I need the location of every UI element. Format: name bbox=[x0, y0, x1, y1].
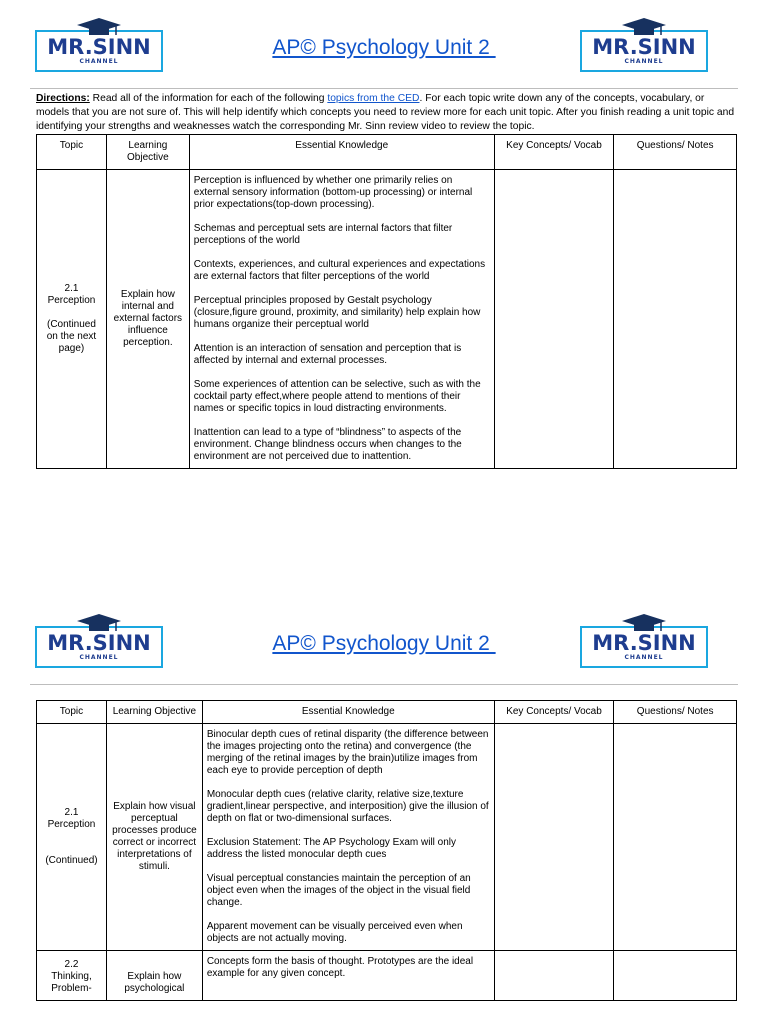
mr-sinn-logo bbox=[35, 626, 163, 668]
essential-knowledge-cell bbox=[189, 170, 494, 469]
mr-sinn-logo bbox=[580, 30, 708, 72]
knowledge-item: Exclusion Statement: The AP Psychology Exam will only address the listed monocular depth cues bbox=[206, 837, 457, 860]
table-header-row bbox=[37, 701, 737, 724]
header-essential-knowledge: Essential Knowledge bbox=[202, 701, 494, 724]
topic-number: 2.2 bbox=[64, 959, 79, 970]
topic-number: 2.1 bbox=[64, 807, 79, 818]
header-learning-objective: Learning Objective bbox=[106, 135, 189, 170]
knowledge-item: Visual perceptual constancies maintain the perception of an object even when the images of the object in the visual field change. bbox=[206, 873, 471, 908]
logo-subtitle: CHANNEL bbox=[624, 654, 664, 661]
topic-number: 2.1 bbox=[64, 283, 79, 294]
logo-wordmark: MR.SINN bbox=[592, 631, 696, 655]
topic-name: Perception bbox=[47, 819, 96, 830]
knowledge-item: Perception is influenced by whether one primarily relies on external sensory information (bottom-up processing) or internal prior expectations(top-down processing). bbox=[193, 175, 473, 210]
header-topic: Topic bbox=[37, 701, 107, 724]
directions-text: . For each topic write down any of the concepts, vocabulary, or models that you are not sure of. This will help identify which concepts you need to review more for each unit topic. After you finish reading a unit topic and identifying your strengths and weaknesses watch the corresponding Mr. Sinn review video to review the topic. bbox=[36, 93, 735, 132]
table-row bbox=[37, 951, 737, 1001]
header-learning-objective: Learning Objective bbox=[106, 701, 202, 724]
header-divider bbox=[30, 684, 738, 685]
knowledge-item: Inattention can lead to a type of “blindness” to aspects of the environment. Change blindness occurs when changes to the environment are not perceived due to inattention. bbox=[193, 427, 462, 462]
questions-notes-cell[interactable] bbox=[614, 724, 737, 951]
study-guide-table bbox=[36, 134, 737, 469]
header-key-concepts: Key Concepts/ Vocab bbox=[494, 135, 614, 170]
ced-topics-link[interactable]: topics from the CED bbox=[327, 93, 420, 104]
essential-knowledge-cell bbox=[202, 724, 494, 951]
questions-notes-cell[interactable] bbox=[614, 951, 737, 1001]
essential-knowledge-cell bbox=[202, 951, 494, 1001]
mr-sinn-logo bbox=[35, 30, 163, 72]
header-questions-notes: Questions/ Notes bbox=[614, 135, 737, 170]
table-row bbox=[37, 724, 737, 951]
topic-cell bbox=[37, 170, 107, 469]
topic-cell bbox=[37, 951, 107, 1001]
knowledge-item: Binocular depth cues of retinal disparity (the difference between the images projecting onto the retina) and convergence (the merging of the retinal images by the brain)utilize images from each eye to provide perception of depth bbox=[206, 729, 489, 776]
topic-cell bbox=[37, 724, 107, 951]
topic-note: (Continued) bbox=[45, 855, 98, 866]
logo-subtitle: CHANNEL bbox=[79, 58, 119, 65]
page-title[interactable]: AP© Psychology Unit 2 bbox=[272, 632, 496, 655]
directions-text: Read all of the information for each of the following bbox=[89, 93, 328, 104]
directions-paragraph bbox=[36, 92, 736, 134]
topic-note: (Continued on the next page) bbox=[46, 319, 97, 354]
learning-objective-cell: Explain how internal and external factors influence perception. bbox=[106, 170, 189, 469]
mr-sinn-logo bbox=[580, 626, 708, 668]
header-key-concepts: Key Concepts/ Vocab bbox=[494, 701, 614, 724]
logo-wordmark: MR.SINN bbox=[47, 631, 151, 655]
key-concepts-cell[interactable] bbox=[494, 724, 614, 951]
header-divider bbox=[30, 88, 738, 89]
header-essential-knowledge: Essential Knowledge bbox=[189, 135, 494, 170]
knowledge-item: Schemas and perceptual sets are internal factors that filter perceptions of the world bbox=[193, 223, 453, 246]
logo-wordmark: MR.SINN bbox=[592, 35, 696, 59]
key-concepts-cell[interactable] bbox=[494, 951, 614, 1001]
knowledge-item: Attention is an interaction of sensation and perception that is affected by internal and external processes. bbox=[193, 343, 462, 366]
knowledge-item: Some experiences of attention can be selective, such as with the cocktail party effect,where people attend to mentions of their names or specific topics in loud distracting environments. bbox=[193, 379, 481, 414]
logo-subtitle: CHANNEL bbox=[624, 58, 664, 65]
questions-notes-cell[interactable] bbox=[614, 170, 737, 469]
learning-objective-cell: Explain how psychological bbox=[106, 951, 202, 1001]
topic-name: Thinking, Problem- bbox=[51, 971, 92, 994]
topic-name: Perception bbox=[47, 295, 96, 306]
knowledge-item: Perceptual principles proposed by Gestalt psychology (closure,figure ground, proximity, and similarity) help explain how humans organize their perceptual world bbox=[193, 295, 481, 330]
knowledge-item: Contexts, experiences, and cultural experiences and expectations are external factors that filter perceptions of the world bbox=[193, 259, 486, 282]
page-header bbox=[0, 0, 768, 82]
learning-objective-cell: Explain how visual perceptual processes produce correct or incorrect interpretations of stimuli. bbox=[106, 724, 202, 951]
logo-wordmark: MR.SINN bbox=[47, 35, 151, 59]
study-guide-table bbox=[36, 700, 737, 1001]
page-gap bbox=[0, 520, 768, 596]
page-title[interactable]: AP© Psychology Unit 2 bbox=[272, 36, 496, 59]
directions-label: Directions: bbox=[36, 93, 90, 104]
logo-subtitle: CHANNEL bbox=[79, 654, 119, 661]
header-questions-notes: Questions/ Notes bbox=[614, 701, 737, 724]
header-topic: Topic bbox=[37, 135, 107, 170]
table-header-row bbox=[37, 135, 737, 170]
knowledge-item: Monocular depth cues (relative clarity, relative size,texture gradient,linear perspective, and interposition) give the illusion of depth on flat or two-dimensional surfaces. bbox=[206, 789, 489, 824]
page-header bbox=[0, 596, 768, 678]
key-concepts-cell[interactable] bbox=[494, 170, 614, 469]
knowledge-item: Concepts form the basis of thought. Prototypes are the ideal example for any given concept. bbox=[206, 956, 474, 979]
table-row bbox=[37, 170, 737, 469]
knowledge-item: Apparent movement can be visually perceived even when objects are not actually moving. bbox=[206, 921, 463, 944]
